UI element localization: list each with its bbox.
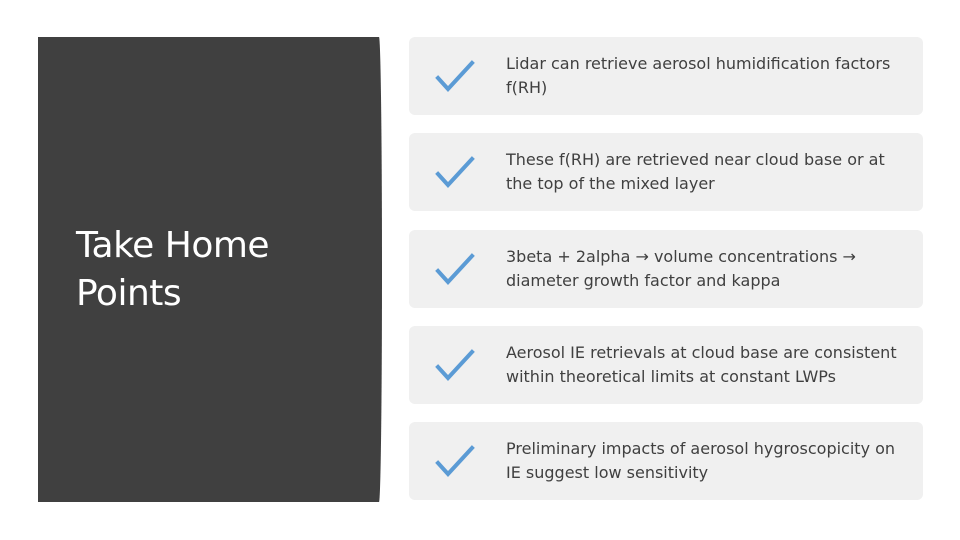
check-icon — [435, 252, 475, 286]
slide-title: Take Home Points — [76, 225, 270, 314]
check-icon — [435, 155, 475, 189]
point-card — [409, 133, 923, 211]
point-card — [409, 326, 923, 404]
point-card — [409, 37, 923, 115]
check-icon — [435, 348, 475, 382]
point-text: Aerosol IE retrievals at cloud base are consistent within theoretical limits at constant LWPs — [506, 343, 897, 386]
check-icon — [435, 444, 475, 478]
point-card — [409, 422, 923, 500]
point-text: Lidar can retrieve aerosol humidification factors f(RH) — [506, 54, 891, 97]
point-text: Preliminary impacts of aerosol hygroscopicity on IE suggest low sensitivity — [506, 439, 896, 482]
check-icon — [435, 59, 475, 93]
point-card — [409, 230, 923, 308]
point-text: 3beta + 2alpha → volume concentrations → diameter growth factor and kappa — [506, 247, 856, 290]
point-text: These f(RH) are retrieved near cloud base or at the top of the mixed layer — [506, 150, 885, 193]
